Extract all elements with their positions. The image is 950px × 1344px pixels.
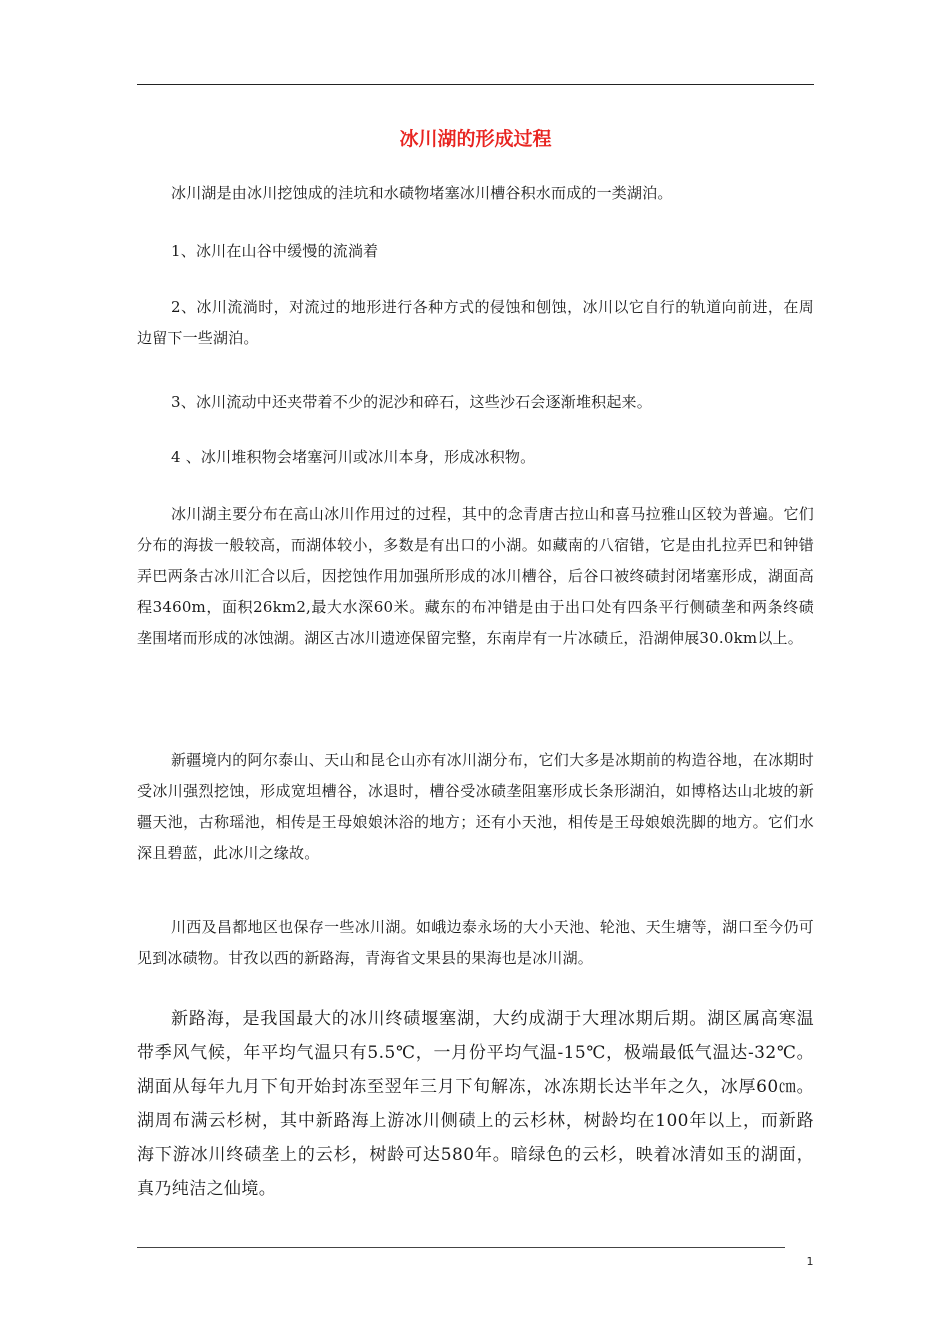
document-title: 冰川湖的形成过程 [399,128,552,150]
paragraph-xinjiang: 新疆境内的阿尔泰山、天山和昆仑山亦有冰川湖分布，它们大多是冰期前的构造谷地，在冰期时受冰川强烈挖蚀，形成宽坦槽谷，冰退时，槽谷受冰碛垄阻塞形成长条形湖泊，如博格达山北坡的新疆天池，古称瑶池，相传是王母娘娘沐浴的地方；还有小天池，相传是王母娘娘洗脚的地方。它们水深且碧蓝，此冰川之缘故。 [137,751,814,862]
paragraph-sichuan: 川西及昌都地区也保存一些冰川湖。如峨边泰永场的大小天池、轮池、天生塘等，湖口至今仍可见到冰碛物。甘孜以西的新路海，青海省文果县的果海也是冰川湖。 [137,918,814,967]
paragraph-step-3: 3、冰川流动中还夹带着不少的泥沙和碎石，这些沙石会逐渐堆积起来。 [171,393,652,411]
footer-rule [137,1247,785,1248]
header-rule [137,84,814,85]
page-number: 1 [806,1255,814,1268]
paragraph-intro: 冰川湖是由冰川挖蚀成的洼坑和水碛物堵塞冰川槽谷积水而成的一类湖泊。 [171,184,673,202]
paragraph-distribution: 冰川湖主要分布在高山冰川作用过的过程，其中的念青唐古拉山和喜马拉雅山区较为普遍。它们分布的海拔一般较高，而湖体较小，多数是有出口的小湖。如藏南的八宿错，它是由扎拉弄巴和钟错弄巴两条古冰川汇合以后，因挖蚀作用加强所形成的冰川槽谷，后谷口被终碛封闭堵塞形成，湖面高程3460m，面积26km2,最大水深60米。藏东的布冲错是由于出口处有四条平行侧碛垄和两条终碛垄围堵而形成的冰蚀湖。湖区古冰川遗迹保留完整，东南岸有一片冰碛丘，沿湖伸展30.0km以上。 [137,505,814,647]
paragraph-step-1: 1、冰川在山谷中缓慢的流淌着 [171,242,379,260]
paragraph-step-4: 4 、冰川堆积物会堵塞河川或冰川本身，形成冰积物。 [171,448,536,466]
paragraph-xinluhai: 新路海，是我国最大的冰川终碛堰塞湖，大约成湖于大理冰期后期。湖区属高寒温带季风气候，年平均气温只有5.5℃，一月份平均气温-15℃，极端最低气温达-32℃。湖面从每年九月下旬开始封冻至翌年三月下旬解冻，冰冻期长达半年之久，冰厚60㎝。湖周布满云杉树，其中新路海上游冰川侧碛上的云杉林，树龄均在100年以上，而新路海下游冰川终碛垄上的云杉，树龄可达580年。暗绿色的云杉，映着冰清如玉的湖面，真乃纯洁之仙境。 [137,1009,814,1199]
paragraph-step-2: 2、冰川流淌时，对流过的地形进行各种方式的侵蚀和刨蚀，冰川以它自行的轨道向前进，在周边留下一些湖泊。 [137,298,814,347]
